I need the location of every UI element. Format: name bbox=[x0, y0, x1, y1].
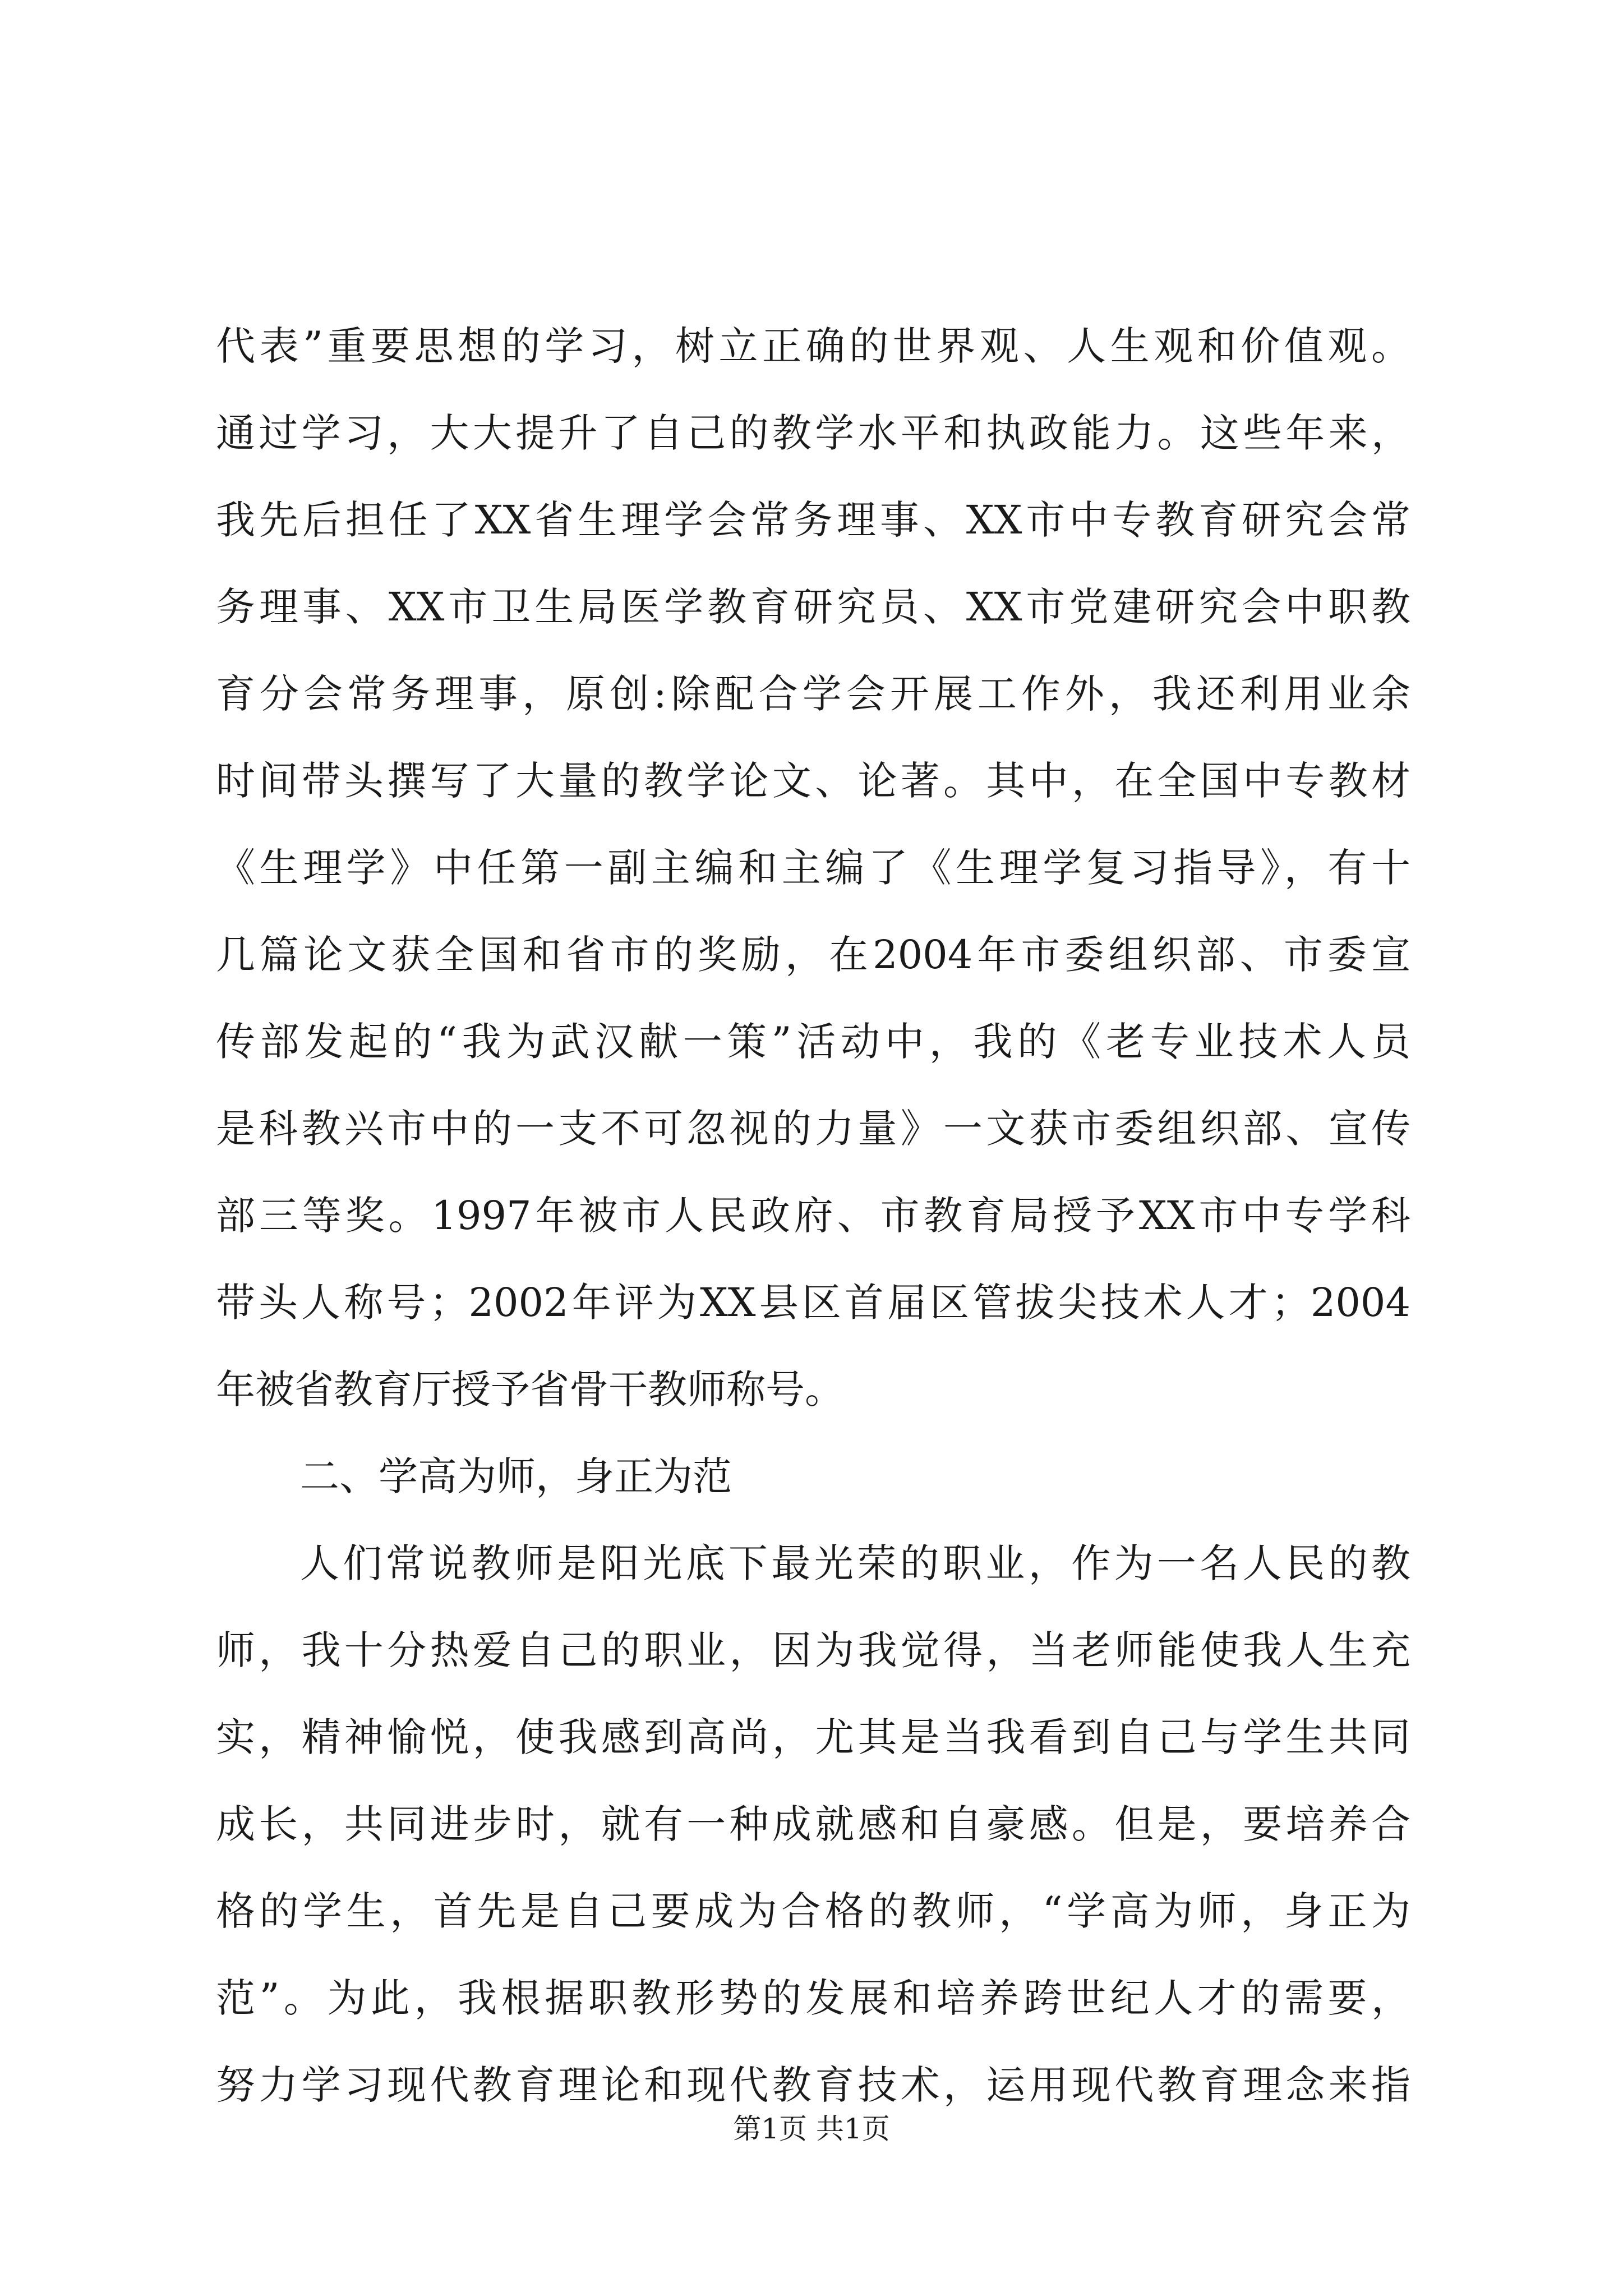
document-body bbox=[216, 303, 1410, 2129]
text-line: 努力学习现代教育理论和现代教育技术，运用现代教育理念来指 bbox=[216, 2062, 1410, 2108]
page-footer bbox=[0, 2106, 1623, 2147]
text-line: 部三等奖。1997年被市人民政府、市教育局授予XX市中专学科 bbox=[216, 1193, 1410, 1239]
text-line: 是科教兴市中的一支不可忽视的力量》一文获市委组织部、宣传 bbox=[216, 1106, 1410, 1152]
text-line: 实，精神愉悦，使我感到高尚，尤其是当我看到自己与学生共同 bbox=[216, 1714, 1410, 1760]
text-line: 传部发起的“我为武汉献一策”活动中，我的《老专业技术人员 bbox=[216, 1019, 1410, 1065]
section-heading: 二、学高为师，身正为范 bbox=[300, 1453, 732, 1499]
page-number-label: 第1页 共1页 bbox=[733, 2113, 890, 2145]
text-line: 时间带头撰写了大量的教学论文、论著。其中，在全国中专教材 bbox=[216, 758, 1410, 804]
text-line: 范”。为此，我根据职教形势的发展和培养跨世纪人才的需要， bbox=[216, 1975, 1410, 2021]
text-line: 我先后担任了XX省生理学会常务理事、XX市中专教育研究会常 bbox=[216, 497, 1410, 543]
text-line: 格的学生，首先是自己要成为合格的教师，“学高为师，身正为 bbox=[216, 1888, 1410, 1934]
text-line: 通过学习，大大提升了自己的教学水平和执政能力。这些年来， bbox=[216, 410, 1410, 456]
text-line: 人们常说教师是阳光底下最光荣的职业，作为一名人民的教 bbox=[300, 1540, 1410, 1586]
text-line: 年被省教育厅授予省骨干教师称号。 bbox=[216, 1366, 844, 1412]
text-line: 几篇论文获全国和省市的奖励，在2004年市委组织部、市委宣 bbox=[216, 932, 1410, 978]
text-line: 代表”重要思想的学习，树立正确的世界观、人生观和价值观。 bbox=[216, 323, 1410, 369]
text-line: 务理事、XX市卫生局医学教育研究员、XX市党建研究会中职教 bbox=[216, 584, 1410, 630]
text-line: 成长，共同进步时，就有一种成就感和自豪感。但是，要培养合 bbox=[216, 1801, 1410, 1847]
text-line: 育分会常务理事，原创:除配合学会开展工作外，我还利用业余 bbox=[216, 671, 1410, 717]
text-line: 师，我十分热爱自己的职业，因为我觉得，当老师能使我人生充 bbox=[216, 1627, 1410, 1673]
text-line: 《生理学》中任第一副主编和主编了《生理学复习指导》，有十 bbox=[216, 845, 1410, 891]
text-line: 带头人称号；2002年评为XX县区首届区管拔尖技术人才；2004 bbox=[216, 1280, 1410, 1326]
